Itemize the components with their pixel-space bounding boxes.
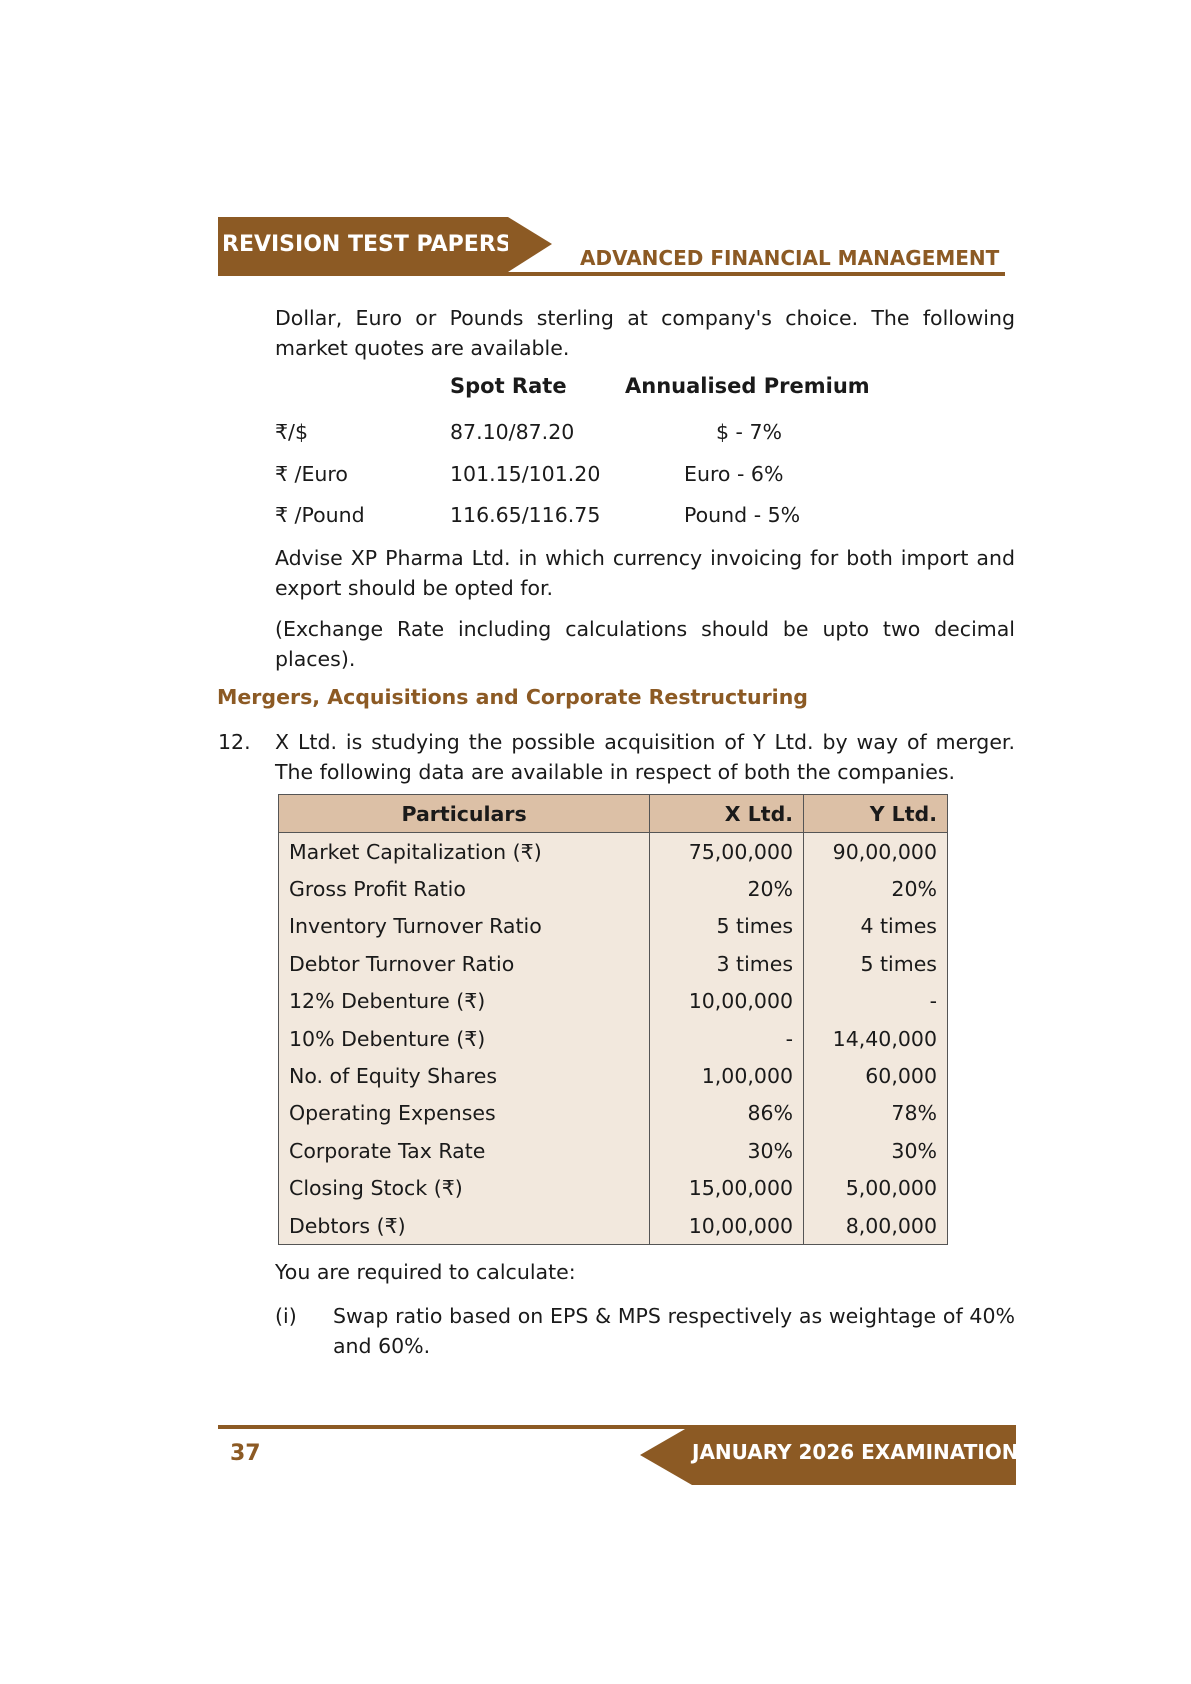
question-number: 12. <box>218 730 251 754</box>
table-row <box>279 983 948 1020</box>
table-cell-y: 5,00,000 <box>804 1170 948 1207</box>
required-text: You are required to calculate: <box>275 1260 576 1284</box>
table-cell-x: 30% <box>650 1132 804 1169</box>
table-cell-particular: Inventory Turnover Ratio <box>279 908 650 945</box>
page-number: 37 <box>230 1441 261 1466</box>
table-cell-particular: Operating Expenses <box>279 1095 650 1132</box>
table-cell-particular: Gross Profit Ratio <box>279 870 650 907</box>
quote-currency: ₹ /Pound <box>275 503 365 527</box>
table-row <box>279 1057 948 1094</box>
quotes-header-premium: Annualised Premium <box>625 374 870 398</box>
quote-currency: ₹/$ <box>275 420 308 444</box>
intro-paragraph: Dollar, Euro or Pounds sterling at company's choice. The following market quotes are available. <box>275 306 1015 360</box>
table-row <box>279 945 948 982</box>
section-heading: Mergers, Acquisitions and Corporate Restructuring <box>217 685 808 709</box>
table-cell-y: 60,000 <box>804 1057 948 1094</box>
header-rule <box>218 272 1005 276</box>
table-cell-y: 5 times <box>804 945 948 982</box>
table-header-y-ltd: Y Ltd. <box>804 795 948 833</box>
table-cell-particular: Corporate Tax Rate <box>279 1132 650 1169</box>
quote-premium: Pound - 5% <box>684 503 801 527</box>
table-cell-y: 90,00,000 <box>804 833 948 871</box>
table-row <box>279 870 948 907</box>
table-cell-y: 14,40,000 <box>804 1020 948 1057</box>
table-cell-particular: Debtors (₹) <box>279 1207 650 1245</box>
footer-exam-label: JANUARY 2026 EXAMINATION <box>692 1425 1016 1485</box>
table-row <box>279 908 948 945</box>
quote-spot: 101.15/101.20 <box>450 462 601 486</box>
table-cell-x: 1,00,000 <box>650 1057 804 1094</box>
table-cell-x: 15,00,000 <box>650 1170 804 1207</box>
table-cell-particular: No. of Equity Shares <box>279 1057 650 1094</box>
table-cell-x: - <box>650 1020 804 1057</box>
comparison-table <box>278 794 948 1245</box>
sub-item-text: Swap ratio based on EPS & MPS respectively as weightage of 40% and 60%. <box>333 1304 1015 1358</box>
quote-premium: $ - 7% <box>716 420 782 444</box>
table-row <box>279 1095 948 1132</box>
table-cell-x: 10,00,000 <box>650 983 804 1020</box>
sub-item-label: (i) <box>275 1304 297 1328</box>
table-cell-x: 10,00,000 <box>650 1207 804 1245</box>
header-arrow-shape <box>508 217 552 272</box>
quote-currency: ₹ /Euro <box>275 462 348 486</box>
table-cell-x: 5 times <box>650 908 804 945</box>
table-row <box>279 1207 948 1245</box>
note-paragraph: (Exchange Rate including calculations should be upto two decimal places). <box>275 617 1015 671</box>
quote-spot: 116.65/116.75 <box>450 503 601 527</box>
table-cell-particular: Closing Stock (₹) <box>279 1170 650 1207</box>
footer-arrow-shape <box>640 1425 692 1485</box>
table-cell-particular: 12% Debenture (₹) <box>279 983 650 1020</box>
table-cell-y: 4 times <box>804 908 948 945</box>
table-cell-y: 20% <box>804 870 948 907</box>
table-cell-x: 20% <box>650 870 804 907</box>
table-cell-particular: 10% Debenture (₹) <box>279 1020 650 1057</box>
table-cell-y: 30% <box>804 1132 948 1169</box>
table-cell-particular: Debtor Turnover Ratio <box>279 945 650 982</box>
advise-paragraph: Advise XP Pharma Ltd. in which currency invoicing for both import and export should be opted for. <box>275 546 1015 600</box>
table-row <box>279 1132 948 1169</box>
table-cell-y: - <box>804 983 948 1020</box>
table-header-particulars: Particulars <box>279 795 650 833</box>
quote-spot: 87.10/87.20 <box>450 420 575 444</box>
table-cell-x: 86% <box>650 1095 804 1132</box>
table-row <box>279 1170 948 1207</box>
table-cell-y: 78% <box>804 1095 948 1132</box>
header-tab: REVISION TEST PAPERS <box>218 217 508 272</box>
table-header-x-ltd: X Ltd. <box>650 795 804 833</box>
header-subject: ADVANCED FINANCIAL MANAGEMENT <box>580 246 1000 270</box>
table-header-row <box>279 795 948 833</box>
table-row <box>279 833 948 871</box>
table-cell-x: 3 times <box>650 945 804 982</box>
quotes-header-spot: Spot Rate <box>450 374 567 398</box>
table-cell-y: 8,00,000 <box>804 1207 948 1245</box>
table-row <box>279 1020 948 1057</box>
table-cell-x: 75,00,000 <box>650 833 804 871</box>
question-text: X Ltd. is studying the possible acquisition of Y Ltd. by way of merger. The following data are available in respect of both the companies. <box>275 730 1015 784</box>
quote-premium: Euro - 6% <box>684 462 784 486</box>
table-cell-particular: Market Capitalization (₹) <box>279 833 650 871</box>
